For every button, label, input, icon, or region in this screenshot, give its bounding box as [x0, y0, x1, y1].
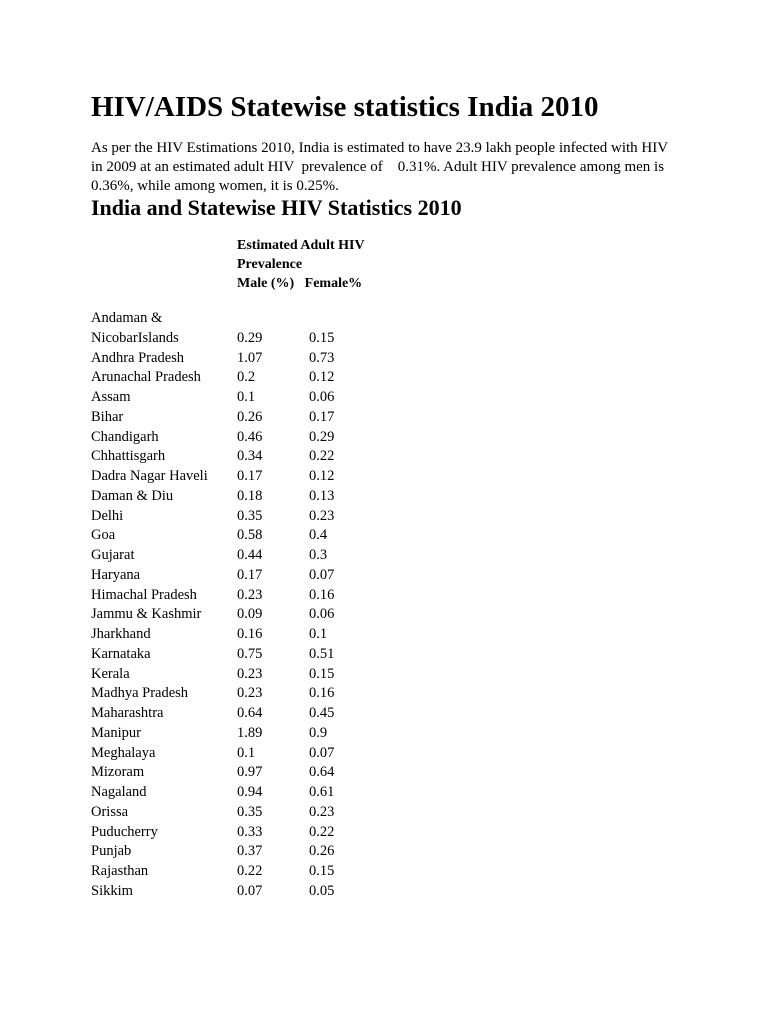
male-prevalence: 0.64	[237, 705, 263, 721]
male-prevalence: 0.46	[237, 428, 263, 445]
male-prevalence: 0.29	[237, 329, 263, 346]
page-title: HIV/AIDS Statewise statistics India 2010	[91, 91, 599, 123]
table-row	[91, 526, 391, 546]
female-prevalence: 0.16	[309, 586, 335, 603]
male-prevalence: 0.2	[237, 369, 256, 386]
table-row	[91, 882, 391, 902]
state-name: Chhattisgarh	[91, 448, 166, 465]
state-name: Daman & Diu	[91, 487, 174, 504]
state-name: Dadra Nagar Haveli	[91, 468, 208, 484]
column-header-line: Male (%) Female%	[237, 276, 363, 291]
table-row	[91, 842, 391, 862]
female-prevalence: 0.12	[309, 369, 335, 386]
table-row	[91, 803, 391, 823]
table-row	[91, 823, 391, 843]
state-name: Andaman & NicobarIslands	[91, 310, 179, 346]
female-prevalence: 0.29	[309, 428, 335, 445]
female-prevalence: 0.06	[309, 606, 335, 623]
intro-line: As per the HIV Estimations 2010, India is estimated to have 23.9 lakh people infected with HIV	[91, 140, 669, 156]
male-prevalence: 0.17	[237, 566, 263, 583]
female-prevalence: 0.06	[309, 389, 335, 405]
state-name: Punjab	[91, 843, 132, 860]
column-header-line: Prevalence	[237, 257, 303, 272]
female-prevalence: 0.07	[309, 566, 335, 583]
female-prevalence: 0.26	[309, 843, 335, 860]
table-row	[91, 605, 391, 625]
male-prevalence: 0.23	[237, 586, 263, 603]
table-row	[91, 625, 391, 645]
section-heading: India and Statewise HIV Statistics 2010	[91, 195, 462, 220]
table-row	[91, 408, 391, 428]
intro-line: in 2009 at an estimated adult HIV prevalence of 0.31%. Adult HIV prevalence among men is	[91, 159, 665, 175]
male-prevalence: 0.23	[237, 665, 263, 682]
female-prevalence: 0.64	[309, 764, 335, 781]
female-prevalence: 0.73	[309, 349, 335, 366]
state-name: Haryana	[91, 566, 141, 583]
male-prevalence: 0.34	[237, 448, 263, 465]
state-name: Goa	[91, 527, 116, 544]
statistics-table	[91, 309, 391, 902]
state-name: Bihar	[91, 408, 124, 425]
female-prevalence: 0.4	[309, 527, 328, 544]
state-name: Nagaland	[91, 784, 147, 800]
table-row	[91, 546, 391, 566]
column-header-line: Estimated Adult HIV	[237, 238, 365, 253]
state-name: Kerala	[91, 665, 130, 682]
female-prevalence: 0.1	[309, 626, 328, 642]
table-row	[91, 507, 391, 527]
male-prevalence: 0.1	[237, 389, 256, 405]
intro-paragraph	[91, 139, 691, 196]
male-prevalence: 0.35	[237, 803, 263, 820]
state-name: Gujarat	[91, 547, 135, 563]
state-name: Himachal Pradesh	[91, 586, 197, 603]
state-name: Jharkhand	[91, 626, 151, 642]
female-prevalence: 0.22	[309, 448, 335, 465]
male-prevalence: 0.37	[237, 843, 263, 860]
table-row	[91, 763, 391, 783]
state-name: Chandigarh	[91, 428, 159, 445]
table-row	[91, 586, 391, 606]
table-row	[91, 744, 391, 764]
male-prevalence: 0.18	[237, 487, 263, 504]
table-row	[91, 309, 391, 349]
table-row	[91, 645, 391, 665]
female-prevalence: 0.12	[309, 468, 335, 484]
male-prevalence: 0.44	[237, 547, 263, 563]
state-name: Rajasthan	[91, 863, 149, 879]
female-prevalence: 0.22	[309, 823, 335, 840]
table-row	[91, 388, 391, 408]
male-prevalence: 0.16	[237, 626, 263, 642]
male-prevalence: 0.1	[237, 744, 256, 761]
female-prevalence: 0.51	[309, 645, 335, 662]
male-prevalence: 1.07	[237, 349, 263, 366]
table-row	[91, 349, 391, 369]
female-prevalence: 0.15	[309, 863, 335, 879]
table-row	[91, 665, 391, 685]
table-row	[91, 428, 391, 448]
table-row	[91, 783, 391, 803]
state-name: Andhra Pradesh	[91, 349, 185, 366]
female-prevalence: 0.9	[309, 724, 328, 741]
state-name: Meghalaya	[91, 744, 156, 761]
table-row	[91, 724, 391, 744]
female-prevalence: 0.07	[309, 744, 335, 761]
female-prevalence: 0.15	[309, 665, 335, 682]
state-name: Mizoram	[91, 764, 145, 781]
female-prevalence: 0.16	[309, 685, 335, 702]
state-name: Madhya Pradesh	[91, 685, 189, 702]
state-name: Puducherry	[91, 823, 158, 840]
state-name: Maharashtra	[91, 705, 164, 721]
state-name: Delhi	[91, 507, 124, 524]
male-prevalence: 0.09	[237, 606, 263, 623]
male-prevalence: 0.94	[237, 784, 263, 800]
male-prevalence: 0.35	[237, 507, 263, 524]
state-name: Jammu & Kashmir	[91, 606, 202, 623]
table-row	[91, 566, 391, 586]
male-prevalence: 1.89	[237, 724, 263, 741]
male-prevalence: 0.97	[237, 764, 263, 781]
state-name: Karnataka	[91, 645, 151, 662]
table-row	[91, 487, 391, 507]
table-column-header	[237, 236, 365, 293]
intro-line: 0.36%, while among women, it is 0.25%.	[91, 178, 339, 194]
male-prevalence: 0.26	[237, 408, 263, 425]
table-row	[91, 467, 391, 487]
state-name: Assam	[91, 389, 131, 405]
male-prevalence: 0.22	[237, 863, 263, 879]
state-name: Orissa	[91, 803, 129, 820]
female-prevalence: 0.13	[309, 487, 335, 504]
female-prevalence: 0.05	[309, 882, 335, 899]
female-prevalence: 0.45	[309, 705, 335, 721]
table-row	[91, 684, 391, 704]
state-name: Sikkim	[91, 882, 133, 899]
male-prevalence: 0.75	[237, 645, 263, 662]
female-prevalence: 0.61	[309, 784, 335, 800]
female-prevalence: 0.23	[309, 507, 335, 524]
male-prevalence: 0.07	[237, 882, 263, 899]
table-row	[91, 447, 391, 467]
female-prevalence: 0.23	[309, 803, 335, 820]
male-prevalence: 0.17	[237, 468, 263, 484]
table-row	[91, 704, 391, 724]
female-prevalence: 0.17	[309, 408, 335, 425]
state-name: Arunachal Pradesh	[91, 369, 201, 386]
state-name: Manipur	[91, 724, 141, 741]
table-row	[91, 862, 391, 882]
male-prevalence: 0.33	[237, 823, 263, 840]
female-prevalence: 0.15	[309, 329, 335, 346]
female-prevalence: 0.3	[309, 547, 328, 563]
male-prevalence: 0.23	[237, 685, 263, 702]
table-row	[91, 368, 391, 388]
male-prevalence: 0.58	[237, 527, 263, 544]
